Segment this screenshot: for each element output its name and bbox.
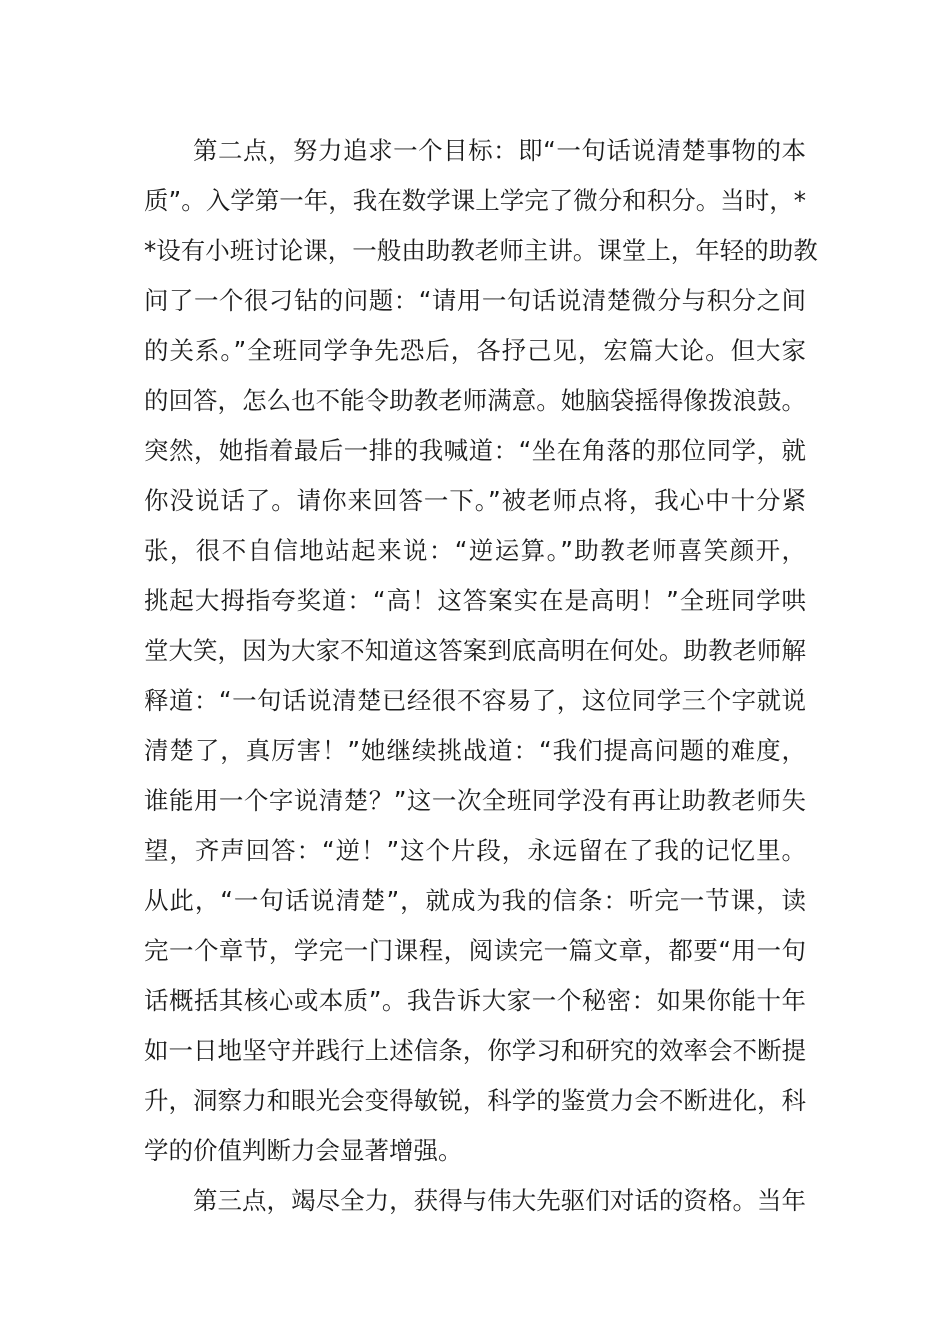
- text-line: 升，洞察力和眼光会变得敏锐，科学的鉴赏力会不断进化，科: [144, 1086, 806, 1115]
- text-line: 张，很不自信地站起来说：“逆运算。”助教老师喜笑颜开，: [144, 536, 806, 565]
- text-line: 第二点，努力追求一个目标：即“一句话说清楚事物的本: [193, 136, 806, 165]
- text-line: 从此，“一句话说清楚”，就成为我的信条：听完一节课，读: [144, 886, 806, 915]
- text-line: 挑起大拇指夸奖道：“高！这答案实在是高明！”全班同学哄: [144, 586, 806, 615]
- text-line: 望，齐声回答：“逆！”这个片段，永远留在了我的记忆里。: [144, 836, 806, 865]
- text-line: 话概括其核心或本质”。我告诉大家一个秘密：如果你能十年: [144, 986, 806, 1015]
- text-line: 清楚了，真厉害！”她继续挑战道：“我们提高问题的难度，: [144, 736, 806, 765]
- text-line: 质”。入学第一年，我在数学课上学完了微分和积分。当时，*: [144, 186, 806, 215]
- document-body: [144, 126, 818, 1226]
- text-line: 第三点，竭尽全力，获得与伟大先驱们对话的资格。当年: [193, 1186, 806, 1215]
- text-line: 堂大笑，因为大家不知道这答案到底高明在何处。助教老师解: [144, 636, 806, 665]
- text-line: *设有小班讨论课，一般由助教老师主讲。课堂上，年轻的助教: [144, 236, 818, 265]
- text-line: 谁能用一个字说清楚？”这一次全班同学没有再让助教老师失: [144, 786, 806, 815]
- text-line: 如一日地坚守并践行上述信条，你学习和研究的效率会不断提: [144, 1036, 806, 1065]
- paragraph-point-two: [144, 126, 818, 1176]
- text-line: 问了一个很刁钻的问题：“请用一句话说清楚微分与积分之间: [144, 286, 806, 315]
- text-line: 突然，她指着最后一排的我喊道：“坐在角落的那位同学，就: [144, 436, 806, 465]
- text-line: 完一个章节，学完一门课程，阅读完一篇文章，都要“用一句: [144, 936, 806, 965]
- text-line: 的回答，怎么也不能令助教老师满意。她脑袋摇得像拨浪鼓。: [144, 386, 806, 415]
- text-line: 学的价值判断力会显著增强。: [144, 1136, 463, 1165]
- text-line: 你没说话了。请你来回答一下。”被老师点将，我心中十分紧: [144, 486, 806, 515]
- paragraph-point-three: [144, 1176, 806, 1226]
- text-line: 的关系。”全班同学争先恐后，各抒己见，宏篇大论。但大家: [144, 336, 806, 365]
- text-line: 释道：“一句话说清楚已经很不容易了，这位同学三个字就说: [144, 686, 806, 715]
